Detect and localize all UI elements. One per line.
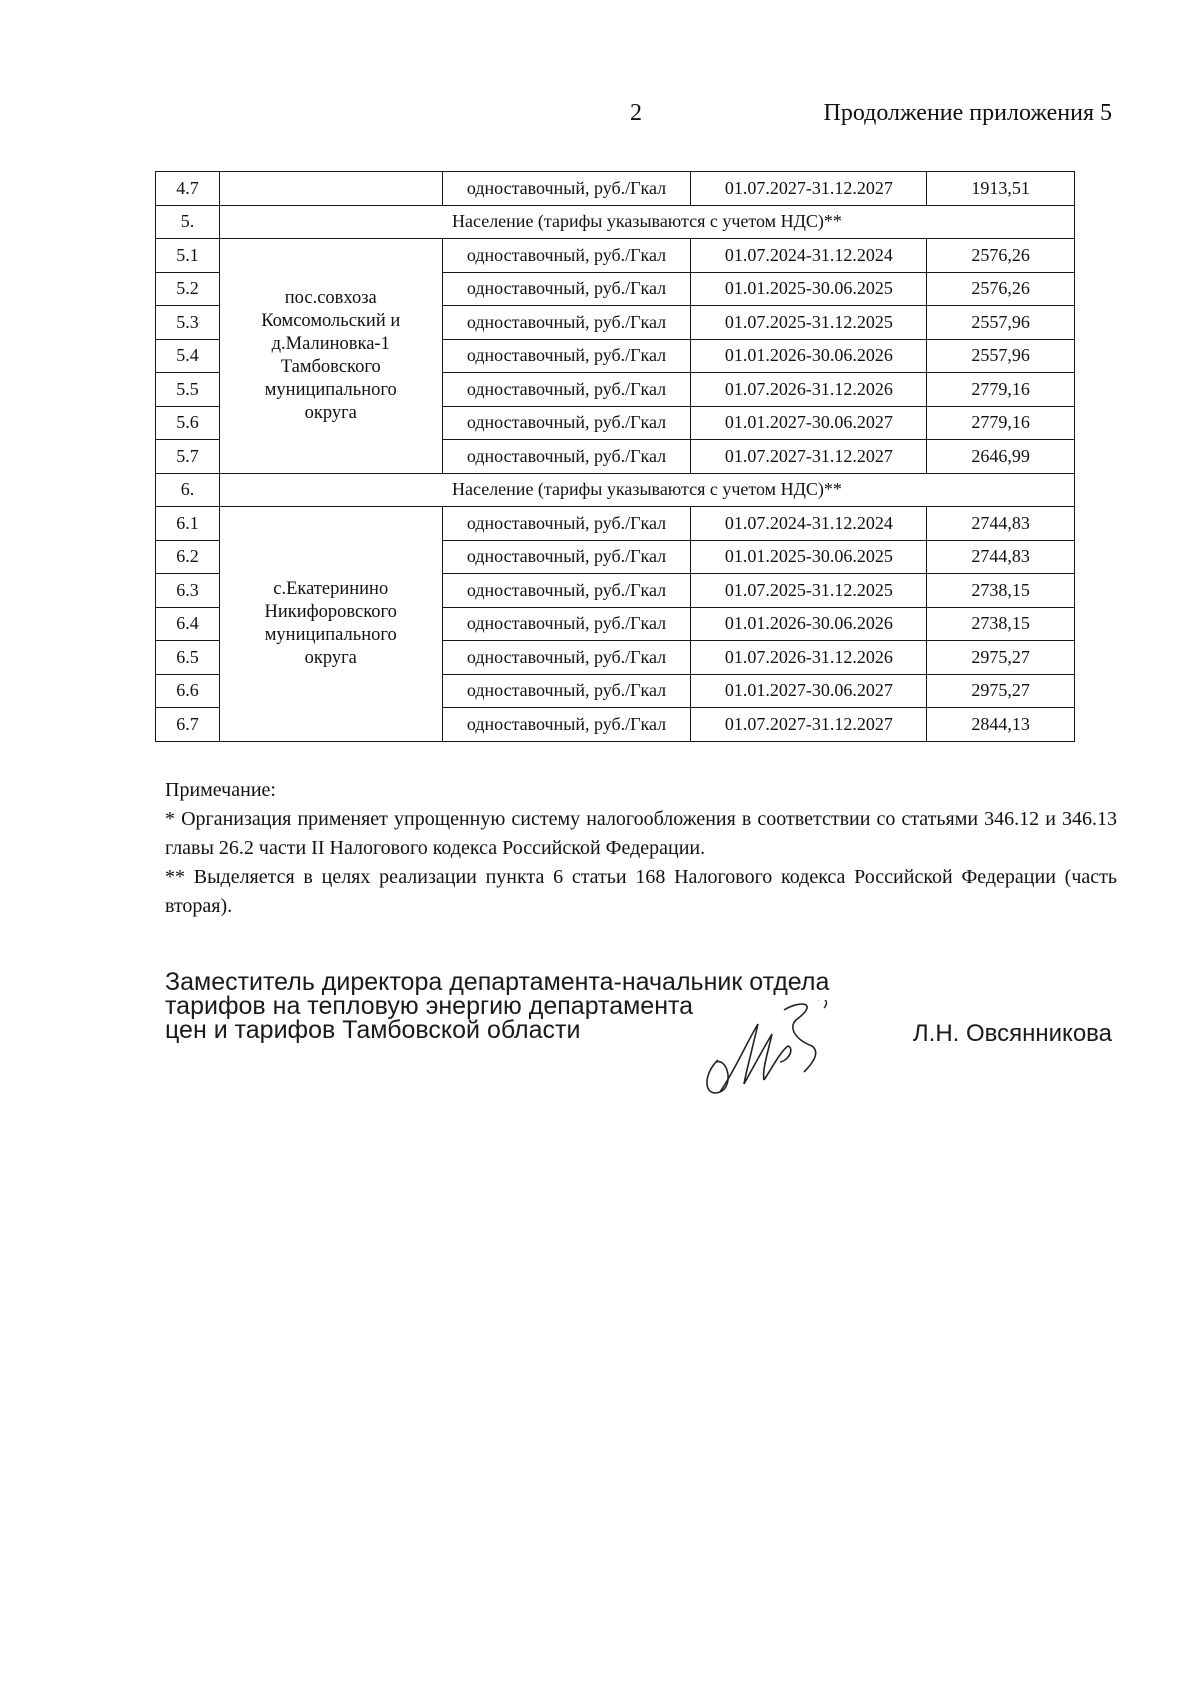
row-number: 4.7 [156,172,220,206]
place-cell [219,507,442,742]
section-number: 6. [156,473,220,507]
place-line: пос.совхоза [284,287,377,308]
row-number: 5.3 [156,306,220,340]
tariff-table [155,171,1075,742]
tariff-value: 2975,27 [927,674,1075,708]
tariff-period: 01.01.2025-30.06.2025 [691,540,927,574]
row-number: 6.1 [156,507,220,541]
signatory-position-line: Заместитель директора департамента-начальник отдела [165,968,830,996]
tariff-type: одноставочный, руб./Гкал [442,708,691,742]
handwritten-signature [700,1000,850,1100]
tariff-type: одноставочный, руб./Гкал [442,339,691,373]
tariff-period: 01.07.2026-31.12.2026 [691,373,927,407]
row-number: 6.4 [156,607,220,641]
tariff-value: 2738,15 [927,607,1075,641]
tariff-period: 01.07.2026-31.12.2026 [691,641,927,675]
signatory-position-line: цен и тарифов Тамбовской области [165,1016,581,1044]
table-row [156,507,1075,541]
tariff-type: одноставочный, руб./Гкал [442,373,691,407]
tariff-period: 01.07.2025-31.12.2025 [691,306,927,340]
tariff-value: 2744,83 [927,507,1075,541]
row-number: 6.7 [156,708,220,742]
tariff-type: одноставочный, руб./Гкал [442,540,691,574]
note-simplified-taxation: * Организация применяет упрощенную систему налогообложения в соответствии со статьями 346.12 и 346.13 главы 26.2 части II Налогового кодекса Российской Федерации. [165,808,1117,859]
tariff-value: 2557,96 [927,306,1075,340]
tariff-type: одноставочный, руб./Гкал [442,641,691,675]
tariff-value: 2557,96 [927,339,1075,373]
tariff-type: одноставочный, руб./Гкал [442,574,691,608]
row-number: 5.2 [156,272,220,306]
section-title: Население (тарифы указываются с учетом НДС)** [219,205,1074,239]
tariff-type: одноставочный, руб./Гкал [442,674,691,708]
tariff-value: 2779,16 [927,406,1075,440]
row-number: 5.6 [156,406,220,440]
table-row [156,239,1075,273]
tariff-type: одноставочный, руб./Гкал [442,406,691,440]
tariff-value: 2646,99 [927,440,1075,474]
place-cell [219,172,442,206]
row-number: 6.6 [156,674,220,708]
row-number: 6.5 [156,641,220,675]
tariff-value: 2744,83 [927,540,1075,574]
tariff-type: одноставочный, руб./Гкал [442,507,691,541]
section-number: 5. [156,205,220,239]
note-vat: ** Выделяется в целях реализации пункта 6 статьи 168 Налогового кодекса Российской Федерации (часть вторая). [165,866,1117,917]
place-line: муниципального [264,379,397,400]
place-line: округа [304,647,357,668]
tariff-period: 01.01.2025-30.06.2025 [691,272,927,306]
tariff-period: 01.07.2024-31.12.2024 [691,507,927,541]
appendix-continuation-label: Продолжение приложения 5 [823,100,1112,126]
place-line: Комсомольский и [261,310,401,331]
section-row [156,473,1075,507]
tariff-value: 2576,26 [927,272,1075,306]
tariff-period: 01.01.2026-30.06.2026 [691,607,927,641]
section-title: Население (тарифы указываются с учетом НДС)** [219,473,1074,507]
tariff-type: одноставочный, руб./Гкал [442,239,691,273]
place-line: муниципального [264,624,397,645]
signatory-position-line: тарифов на тепловую энергию департамента [165,992,694,1020]
place-line: Никифоровского [264,601,397,622]
tariff-period: 01.01.2027-30.06.2027 [691,406,927,440]
tariff-period: 01.01.2026-30.06.2026 [691,339,927,373]
row-number: 5.4 [156,339,220,373]
tariff-type: одноставочный, руб./Гкал [442,172,691,206]
tariff-period: 01.07.2027-31.12.2027 [691,172,927,206]
place-line: д.Малиновка-1 [271,333,390,354]
tariff-period: 01.07.2024-31.12.2024 [691,239,927,273]
row-number: 6.2 [156,540,220,574]
row-number: 5.1 [156,239,220,273]
place-cell [219,239,442,474]
notes-block [165,776,1117,921]
notes-heading: Примечание: [165,779,276,801]
tariff-period: 01.07.2027-31.12.2027 [691,440,927,474]
tariff-value: 2975,27 [927,641,1075,675]
tariff-type: одноставочный, руб./Гкал [442,607,691,641]
page-number: 2 [630,100,642,126]
tariff-value: 2779,16 [927,373,1075,407]
tariff-value: 2576,26 [927,239,1075,273]
tariff-period: 01.07.2025-31.12.2025 [691,574,927,608]
section-row [156,205,1075,239]
place-line: с.Екатеринино [273,578,389,599]
tariff-type: одноставочный, руб./Гкал [442,440,691,474]
tariff-value: 2844,13 [927,708,1075,742]
tariff-value: 2738,15 [927,574,1075,608]
table-row [156,172,1075,206]
signatory-name: Л.Н. Овсянникова [912,1020,1112,1047]
place-line: округа [304,402,357,423]
place-line: Тамбовского [280,356,381,377]
row-number: 5.7 [156,440,220,474]
tariff-type: одноставочный, руб./Гкал [442,306,691,340]
tariff-period: 01.01.2027-30.06.2027 [691,674,927,708]
row-number: 5.5 [156,373,220,407]
tariff-type: одноставочный, руб./Гкал [442,272,691,306]
row-number: 6.3 [156,574,220,608]
tariff-period: 01.07.2027-31.12.2027 [691,708,927,742]
tariff-value: 1913,51 [927,172,1075,206]
